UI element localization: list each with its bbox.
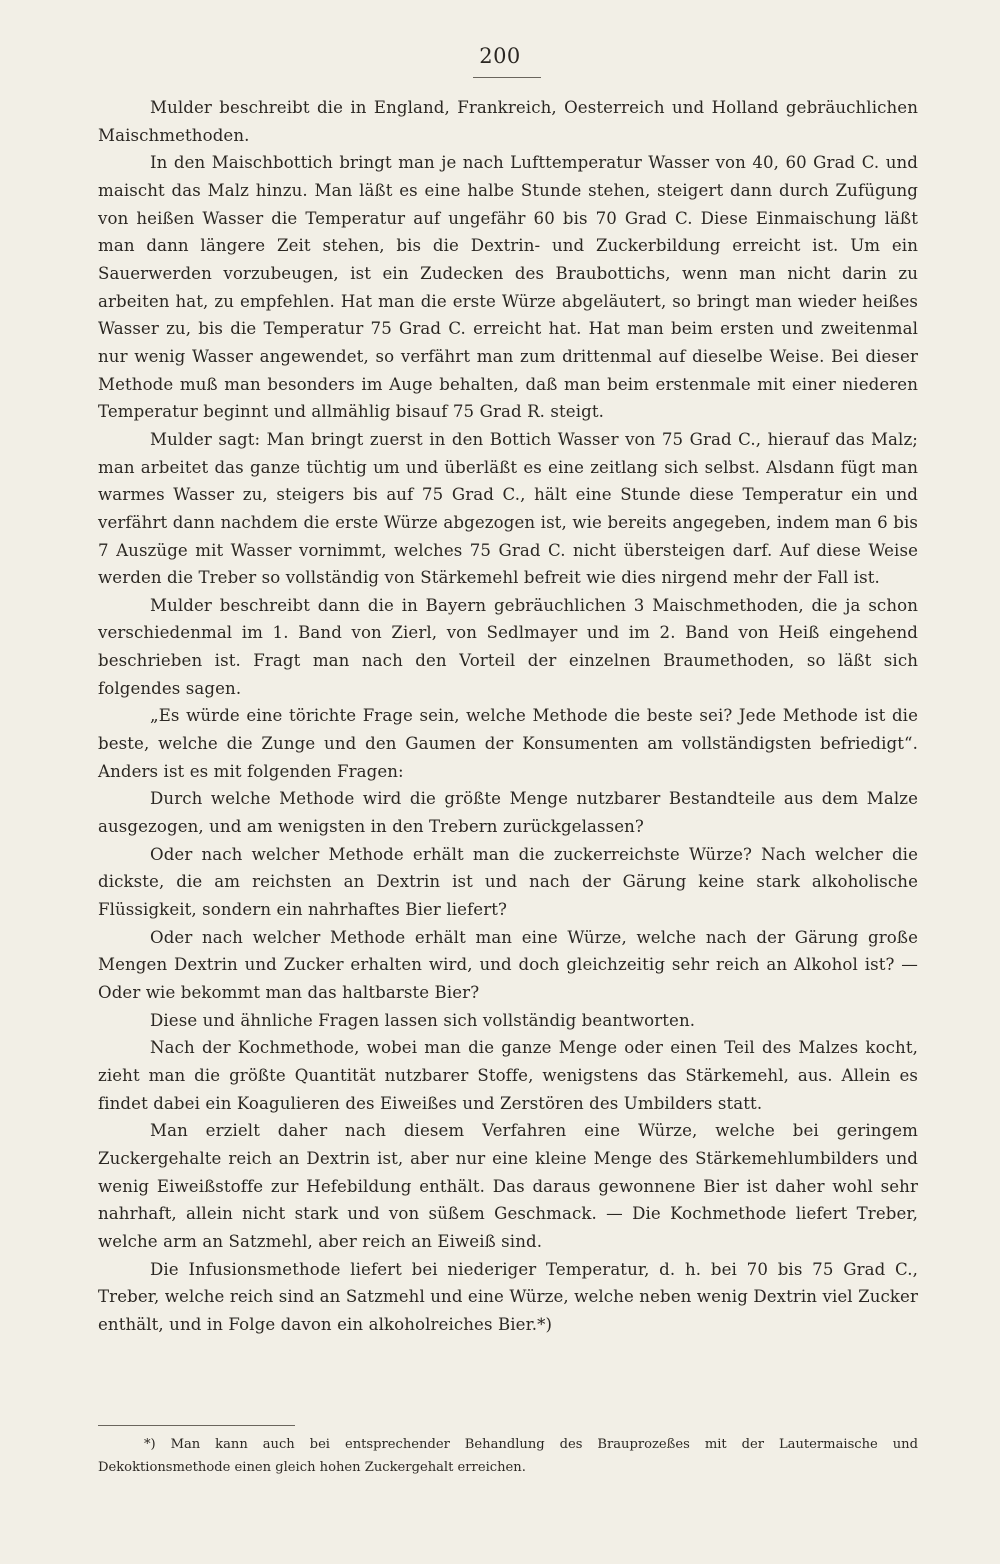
paragraph: Mulder beschreibt die in England, Frankreich, Oesterreich und Holland gebräuchlichen Maischmethoden. <box>98 98 918 145</box>
footnote-rule <box>98 1425 295 1426</box>
footnote: *) Man kann auch bei entsprechender Behandlung des Brauprozeßes mit der Lautermaische und Dekoktionsmethode einen gleich hohen Zuckergehalt erreichen. <box>98 1437 918 1475</box>
body-text <box>98 94 918 1339</box>
paragraph: Diese und ähnliche Fragen lassen sich vollständig beantworten. <box>150 1010 696 1030</box>
paragraph: Nach der Kochmethode, wobei man die ganze Menge oder einen Teil des Malzes kocht, zieht man die größte Quantität nutzbarer Stoffe, wenigstens das Stärkemehl, aus. Allein es findet dabei ein Koagulieren des Eiweißes und Zerstören des Umbilders statt. <box>98 1038 918 1113</box>
paragraph: In den Maischbottich bringt man je nach Lufttemperatur Wasser von 40, 60 Grad C. und maischt das Malz hinzu. Man läßt es eine halbe Stunde stehen, steigert dann durch Zufügung von heißen Wasser die Temperatur auf ungefähr 60 bis 70 Grad C. Diese Einmaischung läßt man dann längere Zeit stehen, bis die Dextrin- und Zuckerbildung erreicht ist. Um ein Sauerwerden vorzubeugen, ist ein Zudecken des Braubottichs, wenn man nicht darin zu arbeiten hat, zu empfehlen. Hat man die erste Würze abgeläutert, so bringt man wieder heißes Wasser zu, bis die Temperatur 75 Grad C. erreicht hat. Hat man beim ersten und zweitenmal nur wenig Wasser angewendet, so verfährt man zum drittenmal auf dieselbe Weise. Bei dieser Methode muß man besonders im Auge behalten, daß man beim erstenmale mit einer niederen Temperatur beginnt und allmählig bisauf 75 Grad R. steigt. <box>98 153 918 422</box>
paragraph: Mulder beschreibt dann die in Bayern gebräuchlichen 3 Maischmethoden, die ja schon verschiedenmal im 1. Band von Zierl, von Sedlmayer und im 2. Band von Heiß eingehend beschrieben ist. Fragt man nach den Vorteil der einzelnen Braumethoden, so läßt sich folgendes sagen. <box>98 595 918 698</box>
page-number-rule <box>473 77 541 78</box>
paragraph: Mulder sagt: Man bringt zuerst in den Bottich Wasser von 75 Grad C., hierauf das Malz; man arbeitet das ganze tüchtig um und überläßt es eine zeitlang sich selbst. Alsdann fügt man warmes Wasser zu, steigers bis auf 75 Grad C., hält eine Stunde diese Temperatur ein und verfährt dann nachdem die erste Würze abgezogen ist, wie bereits angegeben, indem man 6 bis 7 Auszüge mit Wasser vornimmt, welches 75 Grad C. nicht übersteigen darf. Auf diese Weise werden die Treber so vollständig von Stärkemehl befreit wie dies nirgend mehr der Fall ist. <box>98 429 918 588</box>
paragraph: Oder nach welcher Methode erhält man die zuckerreichste Würze? Nach welcher die dickste, die am reichsten an Dextrin ist und nach der Gärung keine stark alkoholische Flüssigkeit, sondern ein nahrhaftes Bier liefert? <box>98 844 918 920</box>
paragraph: Man erzielt daher nach diesem Verfahren eine Würze, welche bei geringem Zuckergehalte reich an Dextrin ist, aber nur eine kleine Menge des Stärkemehlumbilders und wenig Eiweißstoffe zur Hefebildung enthält. Das daraus gewonnene Bier ist daher wohl sehr nahrhaft, allein nicht stark und von süßem Geschmack. — Die Kochmethode liefert Treber, welche arm an Satzmehl, aber reich an Eiweiß sind. <box>98 1121 918 1251</box>
page-number: 200 <box>479 44 521 68</box>
paragraph: Die Infusionsmethode liefert bei niederiger Temperatur, d. h. bei 70 bis 75 Grad C., Treber, welche reich sind an Satzmehl und eine Würze, welche neben wenig Dextrin viel Zucker enthält, und in Folge davon ein alkoholreiches Bier.*) <box>98 1259 918 1334</box>
paragraph: Durch welche Methode wird die größte Menge nutzbarer Bestandteile aus dem Malze ausgezogen, und am wenigsten in den Trebern zurückgelassen? <box>98 789 918 837</box>
paragraph: Oder nach welcher Methode erhält man eine Würze, welche nach der Gärung große Mengen Dextrin und Zucker erhalten wird, und doch gleichzeitig sehr reich an Alkohol ist? — Oder wie bekommt man das haltbarste Bier? <box>98 927 918 1002</box>
paragraph: „Es würde eine törichte Frage sein, welche Methode die beste sei? Jede Methode ist die beste, welche die Zunge und den Gaumen der Konsumenten am vollständigsten befriedigt“. Anders ist es mit folgenden Fragen: <box>98 706 918 781</box>
